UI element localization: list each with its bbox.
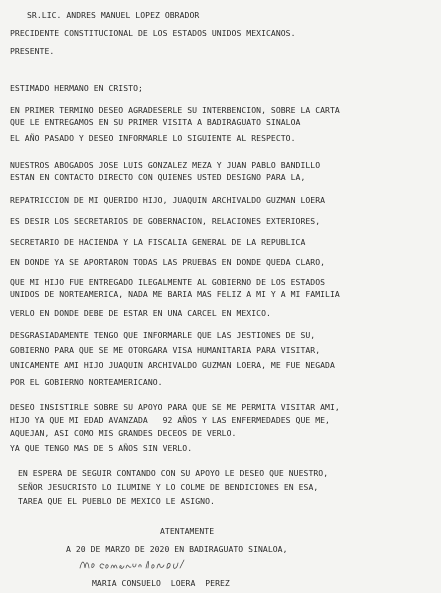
paragraph1-line: EN PRIMER TERMINO DESEO AGRADESERLE SU INTERBENCION, SOBRE LA CARTA: [10, 105, 340, 115]
paragraph3-line: UNICAMENTE AMI HIJO JUAQUIN ARCHIVALDO GUZMAN LOERA, ME FUE NEGADA: [10, 360, 335, 370]
paragraph2-line: QUE MI HIJO FUE ENTREGADO ILEGALMENTE AL GOBIERNO DE LOS ESTADOS: [10, 277, 326, 287]
salutation: ESTIMADO HERMANO EN CRISTO;: [10, 83, 143, 93]
paragraph2-line: SECRETARIO DE HACIENDA Y LA FISCALIA GENERAL DE LA REPUBLICA: [10, 237, 306, 247]
paragraph2-line: NUESTROS ABOGADOS JOSE LUIS GONZALEZ MEZA Y JUAN PABLO BANDILLO: [10, 160, 321, 170]
paragraph5-line: TAREA QUE EL PUEBLO DE MEXICO LE ASIGNO.: [18, 496, 215, 506]
closing: ATENTAMENTE: [160, 526, 215, 536]
paragraph3-line: DESGRASIADAMENTE TENGO QUE INFORMARLE QUE LAS JESTIONES DE SU,: [10, 330, 316, 340]
paragraph2-line: ESTAN EN CONTACTO DIRECTO CON QUIENES USTED DESIGNO PARA LA,: [10, 172, 306, 182]
signer-name: MARIA CONSUELO LOERA PEREZ: [92, 578, 230, 588]
handwritten-signature: [78, 556, 258, 572]
paragraph1-line: QUE LE ENTREGAMOS EN SU PRIMER VISITA A BADIRAGUATO SINALOA: [10, 117, 301, 127]
signature-scribble: [78, 556, 258, 572]
addressee-title: PRECIDENTE CONSTITUCIONAL DE LOS ESTADOS UNIDOS MEXICANOS.: [10, 28, 296, 38]
paragraph5-line: EN ESPERA DE SEGUIR CONTANDO CON SU APOYO LE DESEO QUE NUESTRO,: [18, 468, 329, 478]
place-date: A 20 DE MARZO DE 2020 EN BADIRAGUATO SINALOA,: [66, 544, 288, 554]
paragraph2-line: EN DONDE YA SE APORTARON TODAS LAS PRUEBAS EN DONDE QUEDA CLARO,: [10, 257, 326, 267]
paragraph1-line: EL AÑO PASADO Y DESEO INFORMARLE LO SIGUIENTE AL RESPECTO.: [10, 133, 296, 143]
presente: PRESENTE.: [10, 46, 55, 56]
paragraph3-line: POR EL GOBIERNO NORTEAMERICANO.: [10, 377, 163, 387]
paragraph4-line: HIJO YA QUE MI EDAD AVANZADA 92 AÑOS Y LAS ENFERMEDADES QUE ME,: [10, 415, 330, 425]
paragraph2-line: VERLO EN DONDE DEBE DE ESTAR EN UNA CARCEL EN MEXICO.: [10, 308, 271, 318]
paragraph5-line: SEÑOR JESUCRISTO LO ILUMINE Y LO COLME DE BENDICIONES EN ESA,: [18, 482, 319, 492]
paragraph2-line: UNIDOS DE NORTEAMERICA, NADA ME BARIA MAS FELIZ A MI Y A MI FAMILIA: [10, 289, 340, 299]
addressee: SR.LIC. ANDRES MANUEL LOPEZ OBRADOR: [27, 10, 200, 20]
paragraph4-line: YA QUE TENGO MAS DE 5 AÑOS SIN VERLO.: [10, 443, 193, 453]
paragraph2-line: ES DESIR LOS SECRETARIOS DE GOBERNACION, RELACIONES EXTERIORES,: [10, 216, 321, 226]
paragraph3-line: GOBIERNO PARA QUE SE ME OTORGARA VISA HUMANITARIA PARA VISITAR,: [10, 345, 321, 355]
paragraph2-line: REPATRICCION DE MI QUERIDO HIJO, JUAQUIN ARCHIVALDO GUZMAN LOERA: [10, 195, 326, 205]
paragraph4-line: DESEO INSISTIRLE SOBRE SU APOYO PARA QUE SE ME PERMITA VISITAR AMI,: [10, 402, 340, 412]
paragraph4-line: AQUEJAN, ASI COMO MIS GRANDES DECEOS DE VERLO.: [10, 428, 237, 438]
